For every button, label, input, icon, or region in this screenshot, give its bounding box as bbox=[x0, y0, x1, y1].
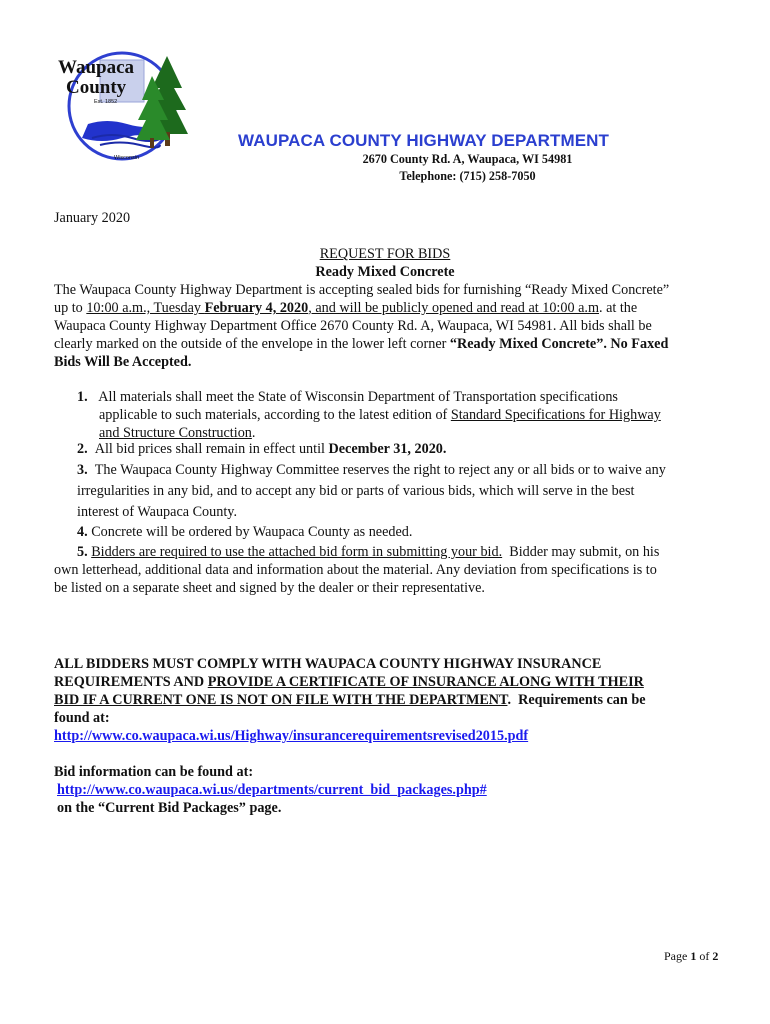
county-logo-graphic bbox=[52, 46, 197, 162]
page-label: Page bbox=[664, 949, 691, 963]
department-title: WAUPACA COUNTY HIGHWAY DEPARTMENT bbox=[238, 131, 610, 150]
intro-line-4 bbox=[54, 335, 669, 353]
item-text: be listed on a separate sheet and signed by the dealer or their representative. bbox=[54, 580, 485, 596]
item-text: The Waupaca County Highway Committee reserves the right to reject any or all bids or to waive any bbox=[94, 462, 666, 478]
item-number: 2. bbox=[77, 441, 88, 457]
intro-text: up to bbox=[54, 300, 87, 316]
certificate-requirement: PROVIDE A CERTIFICATE OF INSURANCE ALONG WITH THEIR bbox=[207, 674, 644, 690]
spec-reference: and Structure Construction bbox=[99, 425, 252, 441]
item-number: 3. bbox=[77, 462, 88, 478]
bid-info-label: Bid information can be found at: bbox=[54, 764, 254, 780]
county-logo bbox=[52, 46, 197, 162]
intro-text: clearly marked on the outside of the envelope in the lower left corner bbox=[54, 336, 450, 352]
insurance-notice bbox=[54, 655, 646, 745]
item-text: own letterhead, additional data and information about the material. Any deviation from specifications is to bbox=[54, 562, 657, 578]
insurance-requirements-link[interactable]: http://www.co.waupaca.wi.us/Highway/insurancerequirementsrevised2015.pdf bbox=[54, 728, 529, 744]
item-text: All materials shall meet the State of Wisconsin Department of Transportation specifications bbox=[98, 389, 618, 405]
no-fax-notice: Bids Will Be Accepted. bbox=[54, 354, 192, 370]
list-item bbox=[77, 440, 446, 458]
logo-state: Wisconsin bbox=[114, 155, 140, 161]
intro-paragraph bbox=[54, 281, 669, 371]
item-number: 1. bbox=[77, 389, 88, 405]
department-telephone: Telephone: (715) 258-7050 bbox=[399, 169, 536, 183]
intro-line-3: Waupaca County Highway Department Office 2670 County Rd. A, Waupaca, WI 54981. All bids shall be bbox=[54, 318, 652, 334]
bid-info-suffix: on the “Current Bid Packages” page. bbox=[57, 800, 282, 816]
page-of: of bbox=[696, 949, 713, 963]
item-text: applicable to such materials, according to the latest edition of bbox=[99, 407, 451, 423]
item-text: . bbox=[251, 425, 256, 441]
bid-form-requirement: Bidders are required to use the attached bid form in submitting your bid. bbox=[91, 544, 503, 560]
request-heading: REQUEST FOR BIDS bbox=[319, 246, 451, 262]
logo-name-line1: Waupaca bbox=[58, 57, 135, 78]
price-valid-date: December 31, 2020. bbox=[328, 441, 447, 457]
intro-line-5 bbox=[54, 353, 669, 371]
insurance-text: . Requirements can be bbox=[507, 692, 646, 708]
item-text: irregularities in any bid, and to accept any bid or parts of various bids, which will serve in the best bbox=[77, 483, 635, 499]
total-pages: 2 bbox=[712, 949, 719, 963]
list-item bbox=[54, 543, 659, 597]
letter-date: January 2020 bbox=[54, 210, 131, 226]
list-item bbox=[77, 461, 666, 521]
item-number: 4. bbox=[77, 524, 88, 540]
bid-packages-link[interactable]: http://www.co.waupaca.wi.us/departments/current_bid_packages.php# bbox=[57, 782, 487, 798]
certificate-requirement: BID IF A CURRENT ONE IS NOT ON FILE WITH THE DEPARTMENT bbox=[54, 692, 508, 708]
list-item bbox=[77, 388, 661, 442]
list-item bbox=[77, 523, 412, 541]
logo-est: Est. 1852 bbox=[94, 99, 118, 105]
current-page: 1 bbox=[690, 949, 697, 963]
deadline-date: February 4, 2020 bbox=[204, 300, 309, 316]
logo-name-line2: County bbox=[66, 77, 127, 98]
item-text: All bid prices shall remain in effect until bbox=[94, 441, 329, 457]
insurance-line bbox=[54, 673, 646, 691]
insurance-line: ALL BIDDERS MUST COMPLY WITH WAUPACA COUNTY HIGHWAY INSURANCE bbox=[54, 656, 602, 672]
item-text: interest of Waupaca County. bbox=[77, 504, 237, 520]
intro-line-1: The Waupaca County Highway Department is accepting sealed bids for furnishing “Ready Mixed Concrete” bbox=[54, 282, 670, 298]
request-subheading: Ready Mixed Concrete bbox=[315, 264, 455, 280]
department-address: 2670 County Rd. A, Waupaca, WI 54981 bbox=[362, 152, 573, 166]
opening-info: , and will be publicly opened and read at 10:00 a.m bbox=[308, 300, 599, 316]
item-number: 5. bbox=[77, 544, 88, 560]
intro-text: . at the bbox=[598, 300, 638, 316]
insurance-text: REQUIREMENTS AND bbox=[54, 674, 208, 690]
intro-line-2 bbox=[54, 299, 669, 317]
spec-reference: Standard Specifications for Highway bbox=[450, 407, 661, 423]
insurance-line bbox=[54, 691, 646, 709]
bid-info bbox=[54, 763, 487, 817]
item-text: Concrete will be ordered by Waupaca County as needed. bbox=[91, 524, 413, 540]
page-number bbox=[664, 949, 718, 964]
envelope-marking: “Ready Mixed Concrete”. No Faxed bbox=[449, 336, 669, 352]
item-text: Bidder may submit, on his bbox=[502, 544, 660, 560]
deadline-time: 10:00 a.m., Tuesday bbox=[86, 300, 205, 316]
insurance-line: found at: bbox=[54, 710, 110, 726]
